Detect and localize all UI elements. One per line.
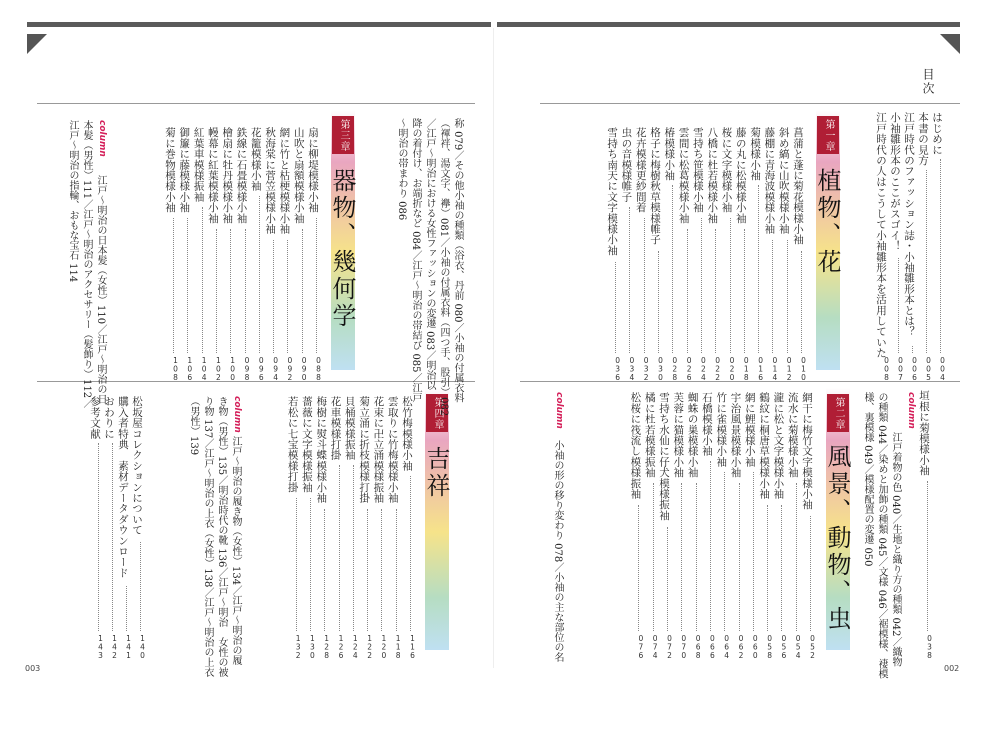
leader-dots [787, 240, 789, 353]
page-number: 116 [408, 634, 417, 660]
toc-entry-title: 幔幕に紅葉模様小袖 [206, 127, 219, 224]
toc-entry-title: 雪持ち南天に文字模様小袖 [606, 127, 619, 256]
page-number: 052 [808, 634, 817, 660]
toc-entry [903, 112, 919, 337]
leader-dots [730, 218, 732, 353]
note-text: 小袖の形の移り変わり 078／小袖の主な部位の名 [552, 440, 563, 663]
note-text: ～明治の帯まわり 086 [396, 118, 407, 221]
toc-entry [264, 127, 280, 234]
toc-entry-title: 紅葉車模様振袖 [192, 127, 205, 202]
leader-dots [715, 229, 717, 353]
page-number: 088 [314, 356, 323, 382]
leader-dots [658, 251, 660, 353]
top-bar-left [27, 22, 491, 27]
chapter-title-2: 風景、動物、虫 [823, 444, 851, 633]
leader-dots [753, 472, 755, 631]
page-number: 060 [750, 634, 760, 660]
leader-dots [273, 240, 275, 353]
leader-dots [927, 481, 929, 631]
note-text: の種類 044／染めと加飾の種類 045／文様 046／裾模様、褄模 [876, 392, 887, 679]
leader-dots [912, 346, 914, 353]
leader-dots [710, 461, 712, 631]
page-number: 006 [910, 356, 919, 382]
leader-dots [758, 185, 760, 353]
note-text: 称 079／その他小袖の種類（浴衣、丹前 080／小袖の付属衣料 [452, 118, 463, 403]
toc-entry-title: 雪持ち笹模様小袖 [691, 127, 704, 213]
toc-entry [117, 396, 133, 578]
page-number: 062 [736, 634, 746, 660]
page-number: 094 [271, 356, 281, 382]
toc-entry-title: 梅樹に熨斗蝶模様小袖 [315, 396, 328, 503]
page-number: 122 [365, 634, 375, 660]
leader-dots [367, 509, 369, 631]
toc-entry [372, 396, 388, 503]
page-number: 016 [756, 356, 766, 382]
toc-entry [307, 127, 323, 213]
toc-entry [89, 396, 105, 439]
leader-dots [681, 483, 683, 631]
leader-dots [302, 229, 304, 353]
toc-entry-title: 垣根に菊模様小袖 [918, 390, 930, 476]
leader-dots [667, 527, 669, 631]
chapter-label-1: 第一章 [817, 116, 839, 154]
toc-entry-title: 花卉模様更紗間着 [634, 127, 647, 213]
toc-entry [889, 112, 905, 252]
page-number: 108 [171, 356, 180, 382]
page-number: 004 [938, 356, 947, 382]
toc-entry [221, 127, 237, 224]
toc-entry-title: 網に竹と枯梗模様小袖 [278, 127, 291, 234]
toc-entry [875, 112, 891, 359]
toc-entry-title: おわりに [103, 396, 115, 439]
toc-entry-title: 薔薇に文字模様振袖 [300, 396, 313, 493]
page-number: 142 [110, 634, 119, 660]
toc-entry [720, 127, 737, 213]
leader-dots [644, 218, 646, 353]
page-number: 068 [693, 634, 703, 660]
page-number: 104 [199, 356, 209, 382]
toc-entry-title: 御簾に藤模様小袖 [178, 127, 191, 213]
note-text: 江戸～明治の履き物（女性）134／江戸～明治の履 [230, 436, 241, 666]
page-number: 106 [185, 356, 195, 382]
note-text: 江戸～明治の指輪、おもな宝石 114 [67, 120, 78, 283]
note-text: 様、裏模様 049／模様配置の変遷 050 [862, 392, 873, 567]
leader-dots [638, 505, 640, 631]
toc-entry [629, 392, 645, 499]
toc-entry [931, 112, 947, 155]
leader-dots [112, 443, 114, 631]
page-number: 010 [799, 356, 808, 382]
leader-dots [259, 196, 261, 353]
toc-entry [164, 127, 180, 213]
toc-entry-title: 花籠模様小袖 [249, 127, 262, 192]
toc-entry [734, 127, 751, 224]
leader-dots [98, 443, 100, 631]
page-number: 124 [350, 634, 360, 660]
leader-dots [126, 586, 128, 631]
page-number: 100 [228, 356, 238, 382]
toc-entry-title: 参考文献 [89, 396, 101, 439]
toc-entry-title: 江戸時代のファッション誌・小袖雛形本とは？ [903, 112, 915, 337]
page-number-left: 003 [25, 664, 41, 673]
leader-dots [245, 229, 247, 353]
leader-dots [701, 218, 703, 353]
page-number: 118 [393, 634, 403, 660]
toc-entry [786, 392, 803, 478]
page-number: 054 [793, 634, 803, 660]
page-number: 076 [636, 634, 646, 660]
page-number: 024 [698, 356, 708, 382]
toc-entry [131, 396, 147, 536]
toc-entry-title: 虫の音模様帷子 [620, 127, 633, 202]
toc-entry-title: 小袖雛形本のここがスゴイ！ [889, 112, 901, 252]
page-number: 012 [784, 356, 794, 382]
leader-dots [801, 251, 803, 353]
leader-dots [339, 465, 341, 631]
toc-entry [401, 396, 417, 471]
leader-dots [687, 229, 689, 353]
toc-entry [192, 127, 209, 202]
toc-entry [743, 392, 760, 467]
leader-dots [296, 498, 298, 631]
page-number: 005 [924, 356, 933, 382]
page-number: 007 [896, 356, 905, 382]
toc-entry-title: 雲間に松葛模様小袖 [677, 127, 690, 224]
leader-dots [772, 240, 774, 353]
page-number: 072 [665, 634, 674, 660]
leader-dots [187, 218, 189, 353]
toc-entry-title: 山吹と扇額模様小袖 [292, 127, 305, 224]
toc-entry [178, 127, 194, 213]
toc-entry-title: 流水に菊模様小袖 [786, 392, 799, 478]
toc-entry [677, 127, 694, 224]
toc-entry [758, 392, 774, 499]
column-marker: column [97, 120, 107, 157]
page-number: 130 [307, 634, 317, 660]
page-number-right: 002 [944, 664, 960, 673]
corner-ornament-right [940, 34, 960, 54]
column-marker: column [906, 392, 916, 429]
note-text: き物（男性）135／明治時代の靴 136／江戸～明治 女性の被 [216, 396, 227, 678]
toc-entry [315, 396, 331, 503]
toc-entry-title: 松桜に筏流し模様振袖 [629, 392, 642, 499]
toc-entry [278, 127, 294, 234]
page-number: 132 [293, 634, 303, 660]
column-marker: column [554, 392, 564, 429]
toc-entry-title: 橘に杜若模様振袖 [643, 392, 656, 478]
toc-entry-title: 八橋に杜若模様小袖 [706, 127, 719, 224]
corner-ornament-left [27, 34, 47, 54]
toc-entry [715, 392, 731, 467]
toc-entry-title: 竹に雀模様小袖 [715, 392, 728, 467]
toc-entry [606, 127, 622, 256]
page-number: 066 [707, 634, 717, 660]
toc-entry-title: 芙蓉に猫模様小袖 [672, 392, 685, 478]
toc-entry [643, 392, 660, 478]
toc-entry [691, 127, 708, 213]
toc-entry [917, 112, 933, 166]
gutter-line [493, 28, 494, 668]
toc-entry [672, 392, 688, 478]
chapter-label-2: 第二章 [827, 394, 849, 432]
leader-dots [230, 229, 232, 353]
page-number: 014 [770, 356, 780, 382]
page-number: 058 [765, 634, 775, 660]
page-number: 018 [741, 356, 751, 382]
toc-entry-title: 宇治風景模様小袖 [729, 392, 742, 478]
page-number: 143 [96, 634, 105, 660]
leader-dots [310, 498, 312, 631]
toc-entry-title: 網干に梅竹文字模様小袖 [801, 392, 813, 510]
page-number: 128 [322, 634, 332, 660]
chapter-label-3: 第三章 [332, 116, 354, 154]
page-number: 090 [299, 356, 309, 382]
page-number: 030 [656, 356, 665, 382]
toc-entry [658, 392, 674, 521]
page-number: 070 [679, 634, 689, 660]
leader-dots [767, 505, 769, 631]
chapter-label-4: 第四章 [426, 394, 448, 432]
page-number: 140 [138, 634, 147, 660]
toc-entry-title: はじめに [931, 112, 943, 155]
toc-entry-title: 鉄線に石畳模様小袖 [235, 127, 248, 224]
leader-dots [781, 505, 783, 631]
page-number: 034 [627, 356, 637, 382]
toc-entry-title: 扇に柳堤模様小袖 [307, 127, 319, 213]
toc-entry-title: 檜扇に牡丹模様小袖 [221, 127, 234, 224]
leader-dots [381, 509, 383, 631]
toc-entry-title: 菖蒲と蓬に菊花模様小袖 [792, 127, 804, 245]
toc-entry-title: 松坂屋コレクションについて [131, 396, 143, 536]
toc-entry-title: 秋海棠に菅笠模様小袖 [264, 127, 277, 234]
leader-dots [810, 516, 812, 631]
toc-entry [235, 127, 252, 224]
leader-dots [216, 229, 218, 353]
page-number: 036 [613, 356, 623, 382]
chapter-title-4: 吉祥 [422, 446, 450, 500]
toc-entry [772, 392, 788, 499]
leader-dots [796, 483, 798, 631]
page-number: 008 [882, 356, 891, 382]
leader-dots [316, 218, 318, 353]
toc-entry-title: 雲取りに竹梅模様小袖 [386, 396, 399, 503]
toc-entry [663, 127, 679, 181]
toc-entry [292, 127, 309, 224]
page-number: 038 [925, 634, 934, 660]
leader-dots [410, 476, 412, 631]
leader-dots [696, 483, 698, 631]
toc-entry-title: 桜に文字模様小袖 [720, 127, 733, 213]
toc-entry-title: 菊に巻物模様小袖 [164, 127, 176, 213]
leader-dots [353, 465, 355, 631]
toc-entry-title: 花車模様打掛 [329, 396, 342, 461]
note-text: 江戸着物の色 040／生地と織り方の種類 042／織物 [890, 432, 901, 667]
toc-entry-title: 鶴紋に桐唐草模様小袖 [758, 392, 771, 499]
leader-dots [672, 185, 674, 353]
toc-entry-title: 松竹梅模様小袖 [401, 396, 413, 471]
toc-entry-title: 石橋模様小袖 [700, 392, 713, 457]
page-number: 102 [213, 356, 223, 382]
toc-label: 目次 [921, 68, 935, 96]
leader-dots [202, 207, 204, 353]
toc-entry [749, 127, 765, 181]
chapter-title-1: 植物、花 [813, 168, 841, 276]
toc-entry-title: 購入者特典 素材データダウンロード [117, 396, 129, 578]
toc-entry [649, 127, 665, 245]
toc-entry [729, 392, 746, 478]
toc-entry [700, 392, 717, 457]
toc-entry [103, 396, 119, 439]
note-text: 降の着付け、お端折など 084／江戸～明治の帯結び 085／江戸 [410, 118, 421, 403]
toc-entry [620, 127, 636, 202]
leader-dots [615, 262, 617, 353]
note-text: 江戸～明治の日本髪（女性）110／江戸～明治の日 [95, 175, 106, 405]
leader-dots [926, 170, 928, 353]
page-number: 096 [256, 356, 266, 382]
page-number: 056 [779, 634, 789, 660]
page-number: 092 [285, 356, 295, 382]
toc-entry [206, 127, 223, 224]
leader-dots [173, 218, 175, 353]
toc-entry [706, 127, 722, 224]
toc-entry [300, 396, 317, 493]
leader-dots [898, 258, 900, 353]
leader-dots [629, 207, 631, 353]
leader-dots [324, 509, 326, 631]
toc-entry-title: 江戸時代の人はこうして小袖雛形本を活用していた [875, 112, 887, 359]
page-number: 028 [670, 356, 680, 382]
toc-entry-title: 椿模様小袖 [663, 127, 676, 181]
column-marker: column [232, 396, 242, 433]
note-text: ／江戸～明治における女性ファッションの変遷 083／明治以 [424, 118, 435, 391]
leader-dots [653, 483, 655, 631]
toc-entry [358, 396, 374, 503]
leader-dots [744, 229, 746, 353]
leader-dots [724, 472, 726, 631]
toc-entry-title: 若松に七宝模様打掛 [286, 396, 299, 493]
toc-entry-title: 斜め縞に山吹模様小袖 [777, 127, 790, 234]
page-number: 126 [336, 634, 346, 660]
page-number: 074 [650, 634, 660, 660]
leader-dots [287, 240, 289, 353]
page-number: 141 [124, 634, 133, 660]
toc-entry-title: 菊模様小袖 [749, 127, 762, 181]
page-number: 026 [684, 356, 694, 382]
chapter-title-3: 器物、幾何学 [328, 168, 356, 330]
leader-dots [940, 159, 942, 353]
toc-entry-title: 本書の見方 [917, 112, 929, 166]
toc-entry-title: 格子に梅樹秋草模様帷子 [649, 127, 661, 245]
toc-entry [763, 127, 779, 234]
toc-entry [792, 127, 808, 245]
toc-entry [801, 392, 817, 510]
leader-dots [396, 509, 398, 631]
toc-entry-title: 菊立涌に折枝模様打掛 [358, 396, 371, 503]
page-number: 064 [722, 634, 732, 660]
top-bar-right [497, 22, 960, 27]
toc-entry [249, 127, 266, 192]
toc-entry [386, 396, 403, 503]
divider-left [37, 103, 475, 104]
toc-entry-title: 網に鯉模様小袖 [743, 392, 756, 467]
leader-dots [140, 542, 142, 631]
page-number: 020 [727, 356, 737, 382]
leader-dots [739, 483, 741, 631]
toc-entry [918, 390, 934, 476]
note-text: （褌袢、湯文字、襷）081／小袖の付属衣料（四つ手、股引）082 [438, 118, 449, 417]
note-text: 本髪（男性）111／江戸～明治のアクセサリー（髪飾り）112／ [81, 120, 92, 409]
toc-entry-title: 雪持ち水仙に仔犬模様振袖 [658, 392, 670, 521]
note-text: り物 137／江戸～明治の上衣（女性）138／江戸～明治の上衣 [202, 396, 213, 678]
toc-entry [777, 127, 794, 234]
toc-entry [343, 396, 360, 461]
toc-entry-title: 藤の丸に松模様小袖 [734, 127, 747, 224]
page-number: 120 [379, 634, 389, 660]
toc-entry [329, 396, 346, 461]
page-number: 022 [713, 356, 723, 382]
toc-entry-title: 瀧に松と文字模様小袖 [772, 392, 785, 499]
toc-entry-title: 花束に卍立涌模様振袖 [372, 396, 385, 503]
divider-right [540, 103, 960, 104]
toc-entry-title: 貝桶模様振袖 [343, 396, 356, 461]
note-text: （男性）139 [188, 396, 199, 456]
toc-entry [286, 396, 303, 493]
page-number: 098 [242, 356, 252, 382]
page-number: 032 [641, 356, 651, 382]
toc-entry [686, 392, 703, 478]
toc-entry [634, 127, 651, 213]
toc-entry-title: 蜘蛛の巣模様小袖 [686, 392, 699, 478]
toc-entry-title: 藤棚に青海波模様小袖 [763, 127, 776, 234]
